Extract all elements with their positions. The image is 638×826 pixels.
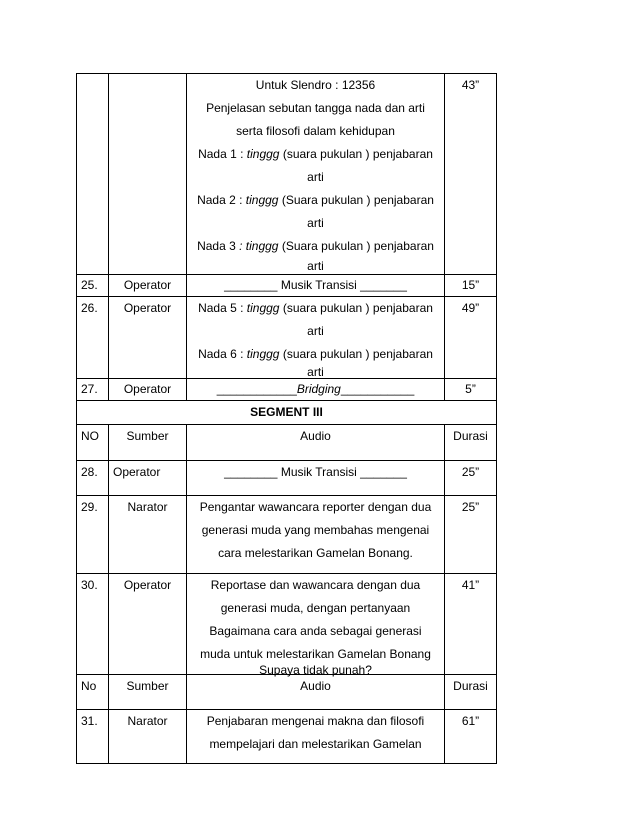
audio-line: Nada 1 : tinggg (suara pukulan ) penjabaran [198, 147, 433, 161]
row-source: Operator [109, 461, 187, 496]
row-source [109, 74, 187, 275]
row-duration: 49” [445, 297, 497, 379]
audio-line: arti [307, 259, 324, 273]
audio-line: Untuk Slendro : 12356 [255, 78, 376, 92]
header-duration: Durasi [445, 675, 497, 710]
audio-line: Nada 2 : tinggg (Suara pukulan ) penjabaran [197, 193, 434, 207]
row-number: 30. [77, 574, 109, 675]
row-number: 26. [77, 297, 109, 379]
audio-line: Supaya tidak punah? [259, 663, 372, 677]
row-number: 25. [77, 275, 109, 297]
row-audio: ________ Musik Transisi _______ [187, 275, 445, 297]
header-duration: Durasi [445, 425, 497, 461]
row-duration: 43” [445, 74, 497, 275]
audio-line: Nada 3 : tinggg (Suara pukulan ) penjabaran [197, 239, 434, 253]
audio-line: arti [307, 216, 324, 230]
script-table [76, 73, 497, 764]
row-source: Operator [109, 379, 187, 401]
row-audio: ____________Bridging___________ [187, 379, 445, 401]
audio-line: arti [307, 170, 324, 184]
row-audio [187, 574, 445, 675]
row-number: 28. [77, 461, 109, 496]
header-no: No [77, 675, 109, 710]
row-source: Narator [109, 496, 187, 574]
table-row [77, 74, 497, 275]
row-audio [187, 297, 445, 379]
row-source: Operator [109, 297, 187, 379]
table-row [77, 496, 497, 574]
header-audio: Audio [187, 425, 445, 461]
audio-line: generasi muda, dengan pertanyaan [220, 601, 411, 615]
row-source: Narator [109, 710, 187, 764]
row-audio [187, 710, 445, 764]
row-audio: ________ Musik Transisi _______ [187, 461, 445, 496]
audio-line: Penjelasan sebutan tangga nada dan arti [206, 101, 425, 115]
audio-line: muda untuk melestarikan Gamelan Bonang [200, 647, 431, 661]
row-number: 29. [77, 496, 109, 574]
row-source: Operator [109, 574, 187, 675]
header-no: NO [77, 425, 109, 461]
row-audio [187, 74, 445, 275]
row-number: 27. [77, 379, 109, 401]
table-row [77, 710, 497, 764]
audio-line: cara melestarikan Gamelan Bonang. [218, 546, 413, 560]
audio-line: Penjabaran mengenai makna dan filosofi [206, 714, 425, 728]
audio-line: arti [307, 365, 324, 379]
row-source: Operator [109, 275, 187, 297]
audio-line: Reportase dan wawancara dengan dua [210, 578, 421, 592]
row-duration: 15” [445, 275, 497, 297]
row-audio [187, 496, 445, 574]
row-duration: 61” [445, 710, 497, 764]
row-number [77, 74, 109, 275]
table-row [77, 297, 497, 379]
table-row [77, 275, 497, 297]
header-audio: Audio [187, 675, 445, 710]
header-row [77, 425, 497, 461]
table-row [77, 574, 497, 675]
table-row [77, 461, 497, 496]
table-row [77, 379, 497, 401]
row-duration: 25” [445, 461, 497, 496]
audio-line: Nada 5 : tinggg (suara pukulan ) penjabaran [198, 301, 433, 315]
audio-line: serta filosofi dalam kehidupan [236, 124, 395, 138]
header-row [77, 675, 497, 710]
header-source: Sumber [109, 425, 187, 461]
audio-line: arti [307, 324, 324, 338]
audio-line: mempelajari dan melestarikan Gamelan [209, 737, 422, 751]
segment-row [77, 401, 497, 425]
segment-title: SEGMENT III [77, 401, 497, 425]
header-source: Sumber [109, 675, 187, 710]
audio-line: Pengantar wawancara reporter dengan dua [199, 500, 432, 514]
audio-line: Nada 6 : tinggg (suara pukulan ) penjabaran [198, 347, 433, 361]
audio-line: Bagaimana cara anda sebagai generasi [209, 624, 422, 638]
audio-line: generasi muda yang membahas mengenai [201, 523, 430, 537]
row-number: 31. [77, 710, 109, 764]
row-duration: 41” [445, 574, 497, 675]
row-duration: 25” [445, 496, 497, 574]
row-duration: 5” [445, 379, 497, 401]
